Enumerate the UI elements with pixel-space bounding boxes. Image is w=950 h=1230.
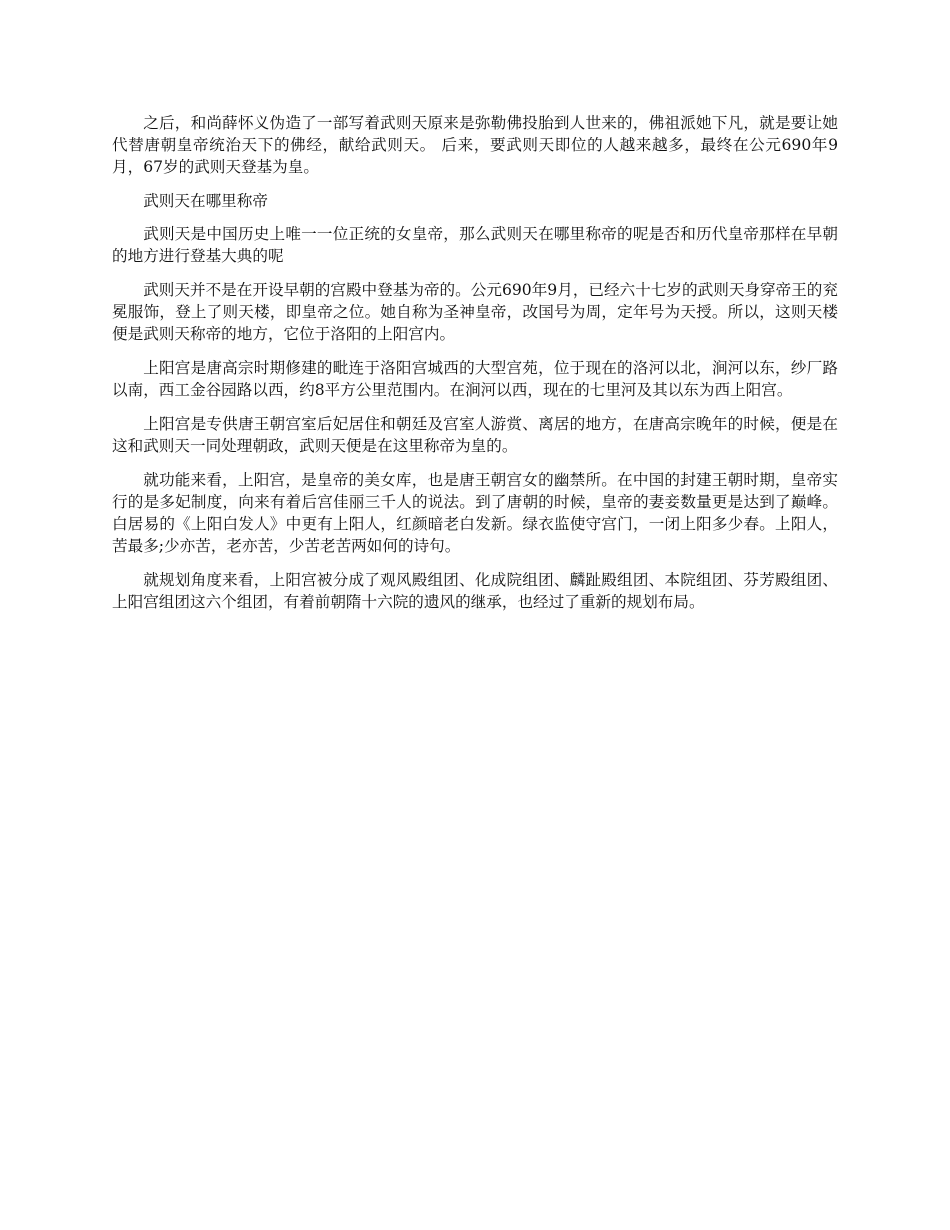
paragraph-coronation-story: 之后，和尚薛怀义伪造了一部写着武则天原来是弥勒佛投胎到人世来的，佛祖派她下凡，就是要让她代替唐朝皇帝统治天下的佛经，献给武则天。 后来，要武则天即位的人越来越多，最终在公元690年9月，67岁的武则天登基为皇。	[112, 114, 838, 176]
section-heading: 武则天在哪里称帝	[143, 192, 268, 210]
paragraph-shangyang-planning: 就规划角度来看，上阳宫被分成了观风殿组团、化成院组团、麟趾殿组团、本院组团、芬芳殿组团、上阳宫组团这六个组团，有着前朝隋十六院的遗风的继承，也经过了重新的规划布局。	[112, 571, 838, 611]
document-page	[112, 112, 838, 625]
paragraph-shangyang-function: 就功能来看，上阳宫，是皇帝的美女库，也是唐王朝宫女的幽禁所。在中国的封建王朝时期，皇帝实行的是多妃制度，向来有着后宫佳丽三千人的说法。到了唐朝的时候，皇帝的妻妾数量更是达到了巅峰。白居易的《上阳白发人》中更有上阳人，红颜暗老白发新。绿衣监使守宫门，一闭上阳多少春。上阳人，苦最多;少亦苦，老亦苦，少苦老苦两如何的诗句。	[112, 471, 838, 555]
paragraph-question: 武则天是中国历史上唯一一位正统的女皇帝，那么武则天在哪里称帝的呢是否和历代皇帝那样在早朝的地方进行登基大典的呢	[112, 225, 838, 265]
paragraph-shangyang-location: 上阳宫是唐高宗时期修建的毗连于洛阳宫城西的大型宫苑，位于现在的洛河以北，涧河以东，纱厂路以南，西工金谷园路以西，约8平方公里范围内。在涧河以西，现在的七里河及其以东为西上阳宫。	[112, 359, 838, 399]
paragraph-zetian-tower: 武则天并不是在开设早朝的宫殿中登基为帝的。公元690年9月，已经六十七岁的武则天身穿帝王的兖冕服饰，登上了则天楼，即皇帝之位。她自称为圣神皇帝，改国号为周，定年号为天授。所以，这则天楼便是武则天称帝的地方，它位于洛阳的上阳宫内。	[112, 281, 838, 343]
paragraph-shangyang-purpose: 上阳宫是专供唐王朝宫室后妃居住和朝廷及宫室人游赏、离居的地方，在唐高宗晚年的时候，便是在这和武则天一同处理朝政，武则天便是在这里称帝为皇的。	[112, 415, 838, 455]
